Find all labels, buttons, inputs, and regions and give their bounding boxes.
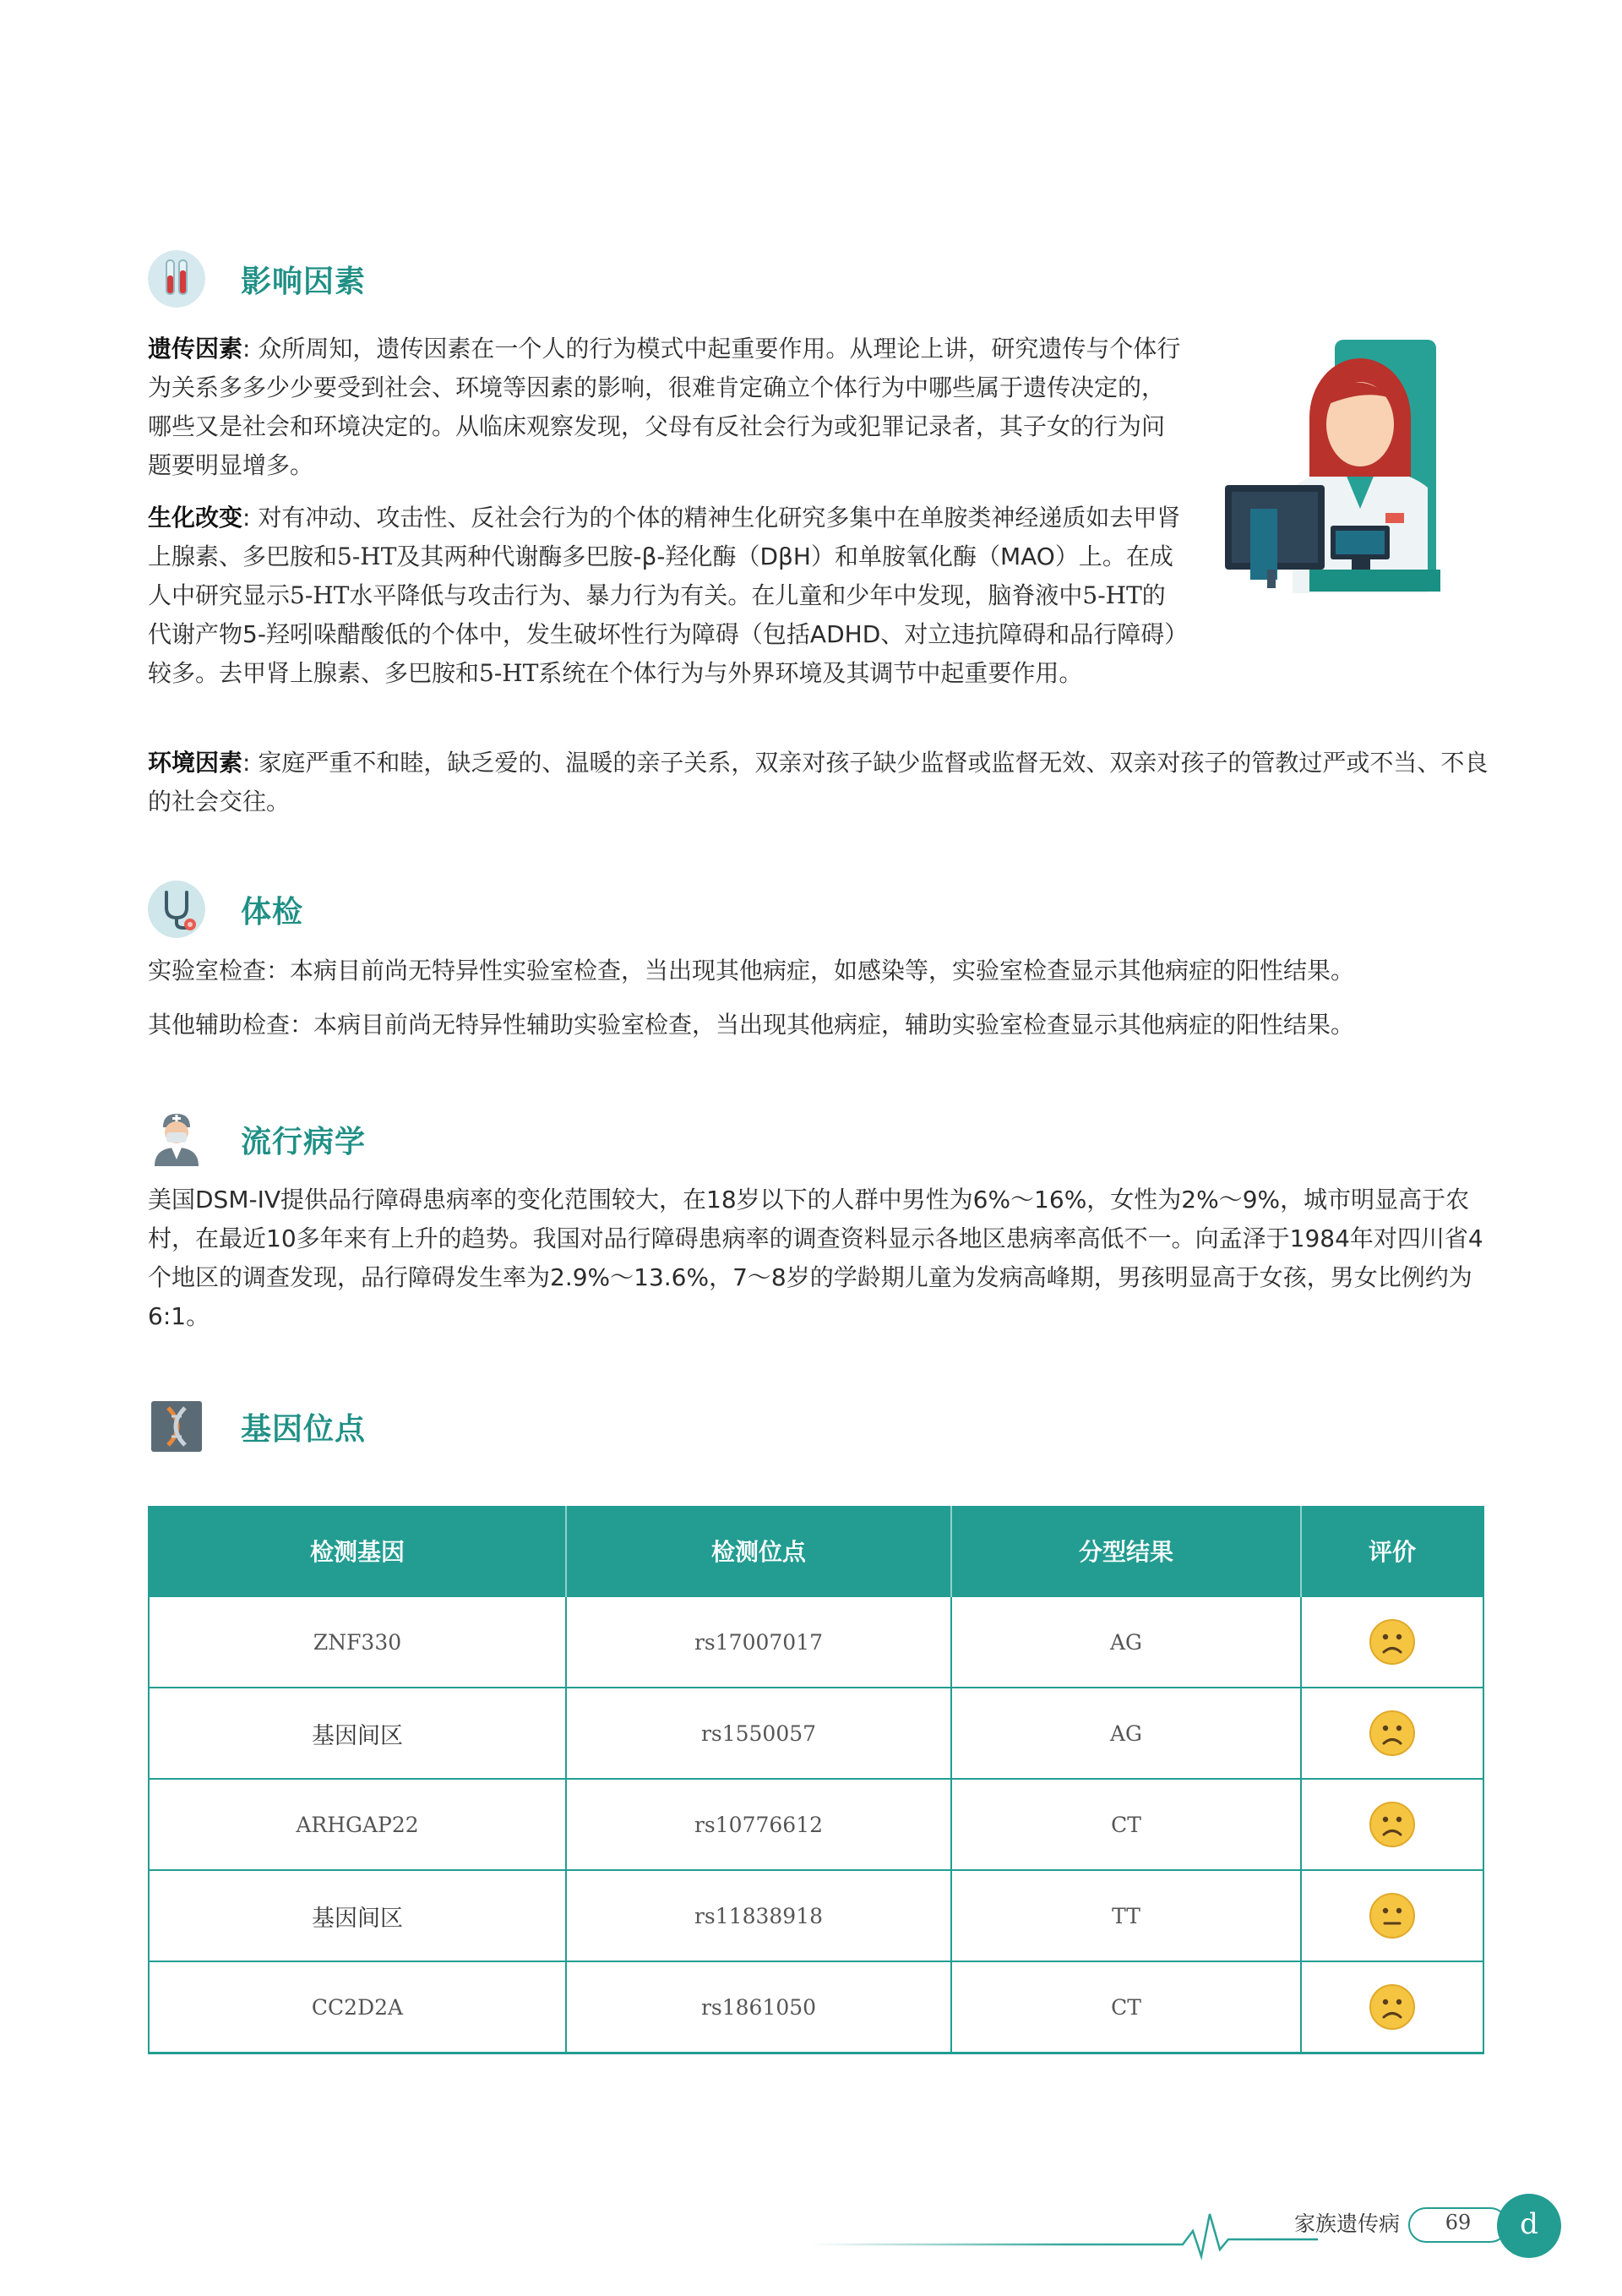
cell-rating <box>1301 1779 1483 1870</box>
section-title: 体检 <box>241 894 304 930</box>
text-environment: : 家庭严重不和睦，缺乏爱的、温暖的亲子关系，双亲对孩子缺少监督或监督无效、双亲对孩子的管教过严或不当、不良的社会交往。 <box>148 749 1489 815</box>
cell-rating <box>1301 1688 1483 1779</box>
header-rating: 评价 <box>1301 1506 1483 1596</box>
paragraph-aux-exam: 其他辅助检查：本病目前尚无特异性辅助实验室检查，当出现其他病症，辅助实验室检查显示其他病症的阳性结果。 <box>148 1011 1355 1039</box>
gene-loci-table <box>148 1506 1484 2054</box>
page-number: 69 <box>1445 2211 1472 2234</box>
cell-gene: ZNF330 <box>149 1596 566 1688</box>
dna-icon <box>148 1398 205 1455</box>
sad-face-icon <box>1369 1618 1416 1666</box>
neutral-face-icon <box>1369 1892 1416 1939</box>
section-influence-head <box>148 250 366 308</box>
cell-gene: 基因间区 <box>149 1870 566 1961</box>
text-biochem-2: 5-HT <box>337 543 397 570</box>
table-row <box>149 1961 1483 2053</box>
paragraph-biochem <box>148 499 1187 693</box>
text-biochem-8: 5-HT <box>479 659 539 687</box>
cell-site: rs1550057 <box>566 1688 951 1779</box>
table-row <box>149 1596 1483 1688</box>
text-biochem-9: 系统在个体行为与外界环境及其调节中起重要作用。 <box>538 659 1083 687</box>
cell-genotype: AG <box>951 1688 1301 1779</box>
cell-rating <box>1301 1961 1483 2053</box>
cell-site: rs11838918 <box>566 1870 951 1961</box>
section-loci-head <box>148 1398 366 1455</box>
table-row <box>149 1779 1483 1870</box>
text-biochem-6: 5-HT <box>1082 581 1142 609</box>
label-genetic: 遗传因素 <box>148 335 243 363</box>
paragraph-genetic <box>148 330 1187 485</box>
cell-rating <box>1301 1596 1483 1688</box>
text-biochem-5: 水平降低与攻击行为、暴力行为有关。在儿童和少年中发现，脑脊液中 <box>349 581 1083 609</box>
section-title: 影响因素 <box>241 264 367 299</box>
text-biochem-3: 及其两种代谢酶多巴胺-β-羟化酶（DβH）和单胺氧化酶（MAO）上。在成人中研究显示 <box>148 543 1173 609</box>
doctor-illustration <box>1216 340 1453 602</box>
table-row <box>149 1870 1483 1961</box>
chapter-mark: d <box>1497 2194 1561 2258</box>
cell-gene: CC2D2A <box>149 1961 566 2053</box>
paragraph-lab-exam: 实验室检查：本病目前尚无特异性实验室检查，当出现其他病症，如感染等，实验室检查显示其他病症的阳性结果。 <box>148 957 1355 984</box>
paragraph-environment <box>148 744 1491 821</box>
stethoscope-icon <box>148 881 205 938</box>
header-genotype: 分型结果 <box>951 1506 1301 1596</box>
sad-face-icon <box>1369 1983 1416 2031</box>
cell-genotype: CT <box>951 1779 1301 1870</box>
footer-title: 家族遗传病 <box>1294 2211 1401 2236</box>
test-tube-icon <box>148 250 205 308</box>
cell-site: rs10776612 <box>566 1779 951 1870</box>
cell-genotype: TT <box>951 1870 1301 1961</box>
section-title: 基因位点 <box>241 1411 367 1447</box>
cell-gene: 基因间区 <box>149 1688 566 1779</box>
cell-rating <box>1301 1870 1483 1961</box>
label-biochem: 生化改变 <box>148 504 243 532</box>
table-header-row <box>149 1506 1483 1596</box>
cell-genotype: AG <box>951 1596 1301 1688</box>
text-biochem-7: 的代谢产物5-羟吲哚醋酸低的个体中，发生破坏性行为障碍（包括ADHD、对立违抗障碍和品行障碍）较多。去甲肾上腺素、多巴胺和 <box>148 581 1177 687</box>
section-exam-head <box>148 881 303 938</box>
text-biochem-4: 5-HT <box>290 581 350 609</box>
cell-genotype: CT <box>951 1961 1301 2053</box>
paragraph-epidemiology: 美国DSM-IV提供品行障碍患病率的变化范围较大，在18岁以下的人群中男性为6%～16%，女性为2%～9%，城市明显高于农村，在最近10多年来有上升的趋势。我国对品行障碍患病率的调查资料显示各地区患病率高低不一。向孟泽于1984年对四川省4个地区的调查发现，品行障碍发生率为2.9%～13.6%，7～8岁的学龄期儿童为发病高峰期，男孩明显高于女孩，男女比例约为6:1。 <box>148 1186 1483 1330</box>
section-epidemiology-head <box>148 1110 366 1168</box>
cell-site: rs17007017 <box>566 1596 951 1688</box>
section-title: 流行病学 <box>241 1124 367 1159</box>
table-row <box>149 1688 1483 1779</box>
cell-gene: ARHGAP22 <box>149 1779 566 1870</box>
text-genetic: : 众所周知，遗传因素在一个人的行为模式中起重要作用。从理论上讲，研究遗传与个体行为关系多多少少要受到社会、环境等因素的影响，很难肯定确立个体行为中哪些属于遗传决定的，哪些又是社会和环境决定的。从临床观察发现，父母有反社会行为或犯罪记录者，其子女的行为问题要明显增多。 <box>148 335 1181 479</box>
sad-face-icon <box>1369 1801 1416 1848</box>
label-environment: 环境因素 <box>148 749 243 777</box>
text-biochem-1: : 对有冲动、攻击性、反社会行为的个体的精神生化研究多集中在单胺类神经递质如去甲肾上腺素、多巴胺和 <box>148 504 1181 570</box>
header-gene: 检测基因 <box>149 1506 566 1596</box>
sad-face-icon <box>1369 1710 1416 1757</box>
cell-site: rs1861050 <box>566 1961 951 2053</box>
heartbeat-line <box>811 2197 1318 2265</box>
header-site: 检测位点 <box>566 1506 951 1596</box>
doctor-mask-icon <box>148 1110 205 1168</box>
